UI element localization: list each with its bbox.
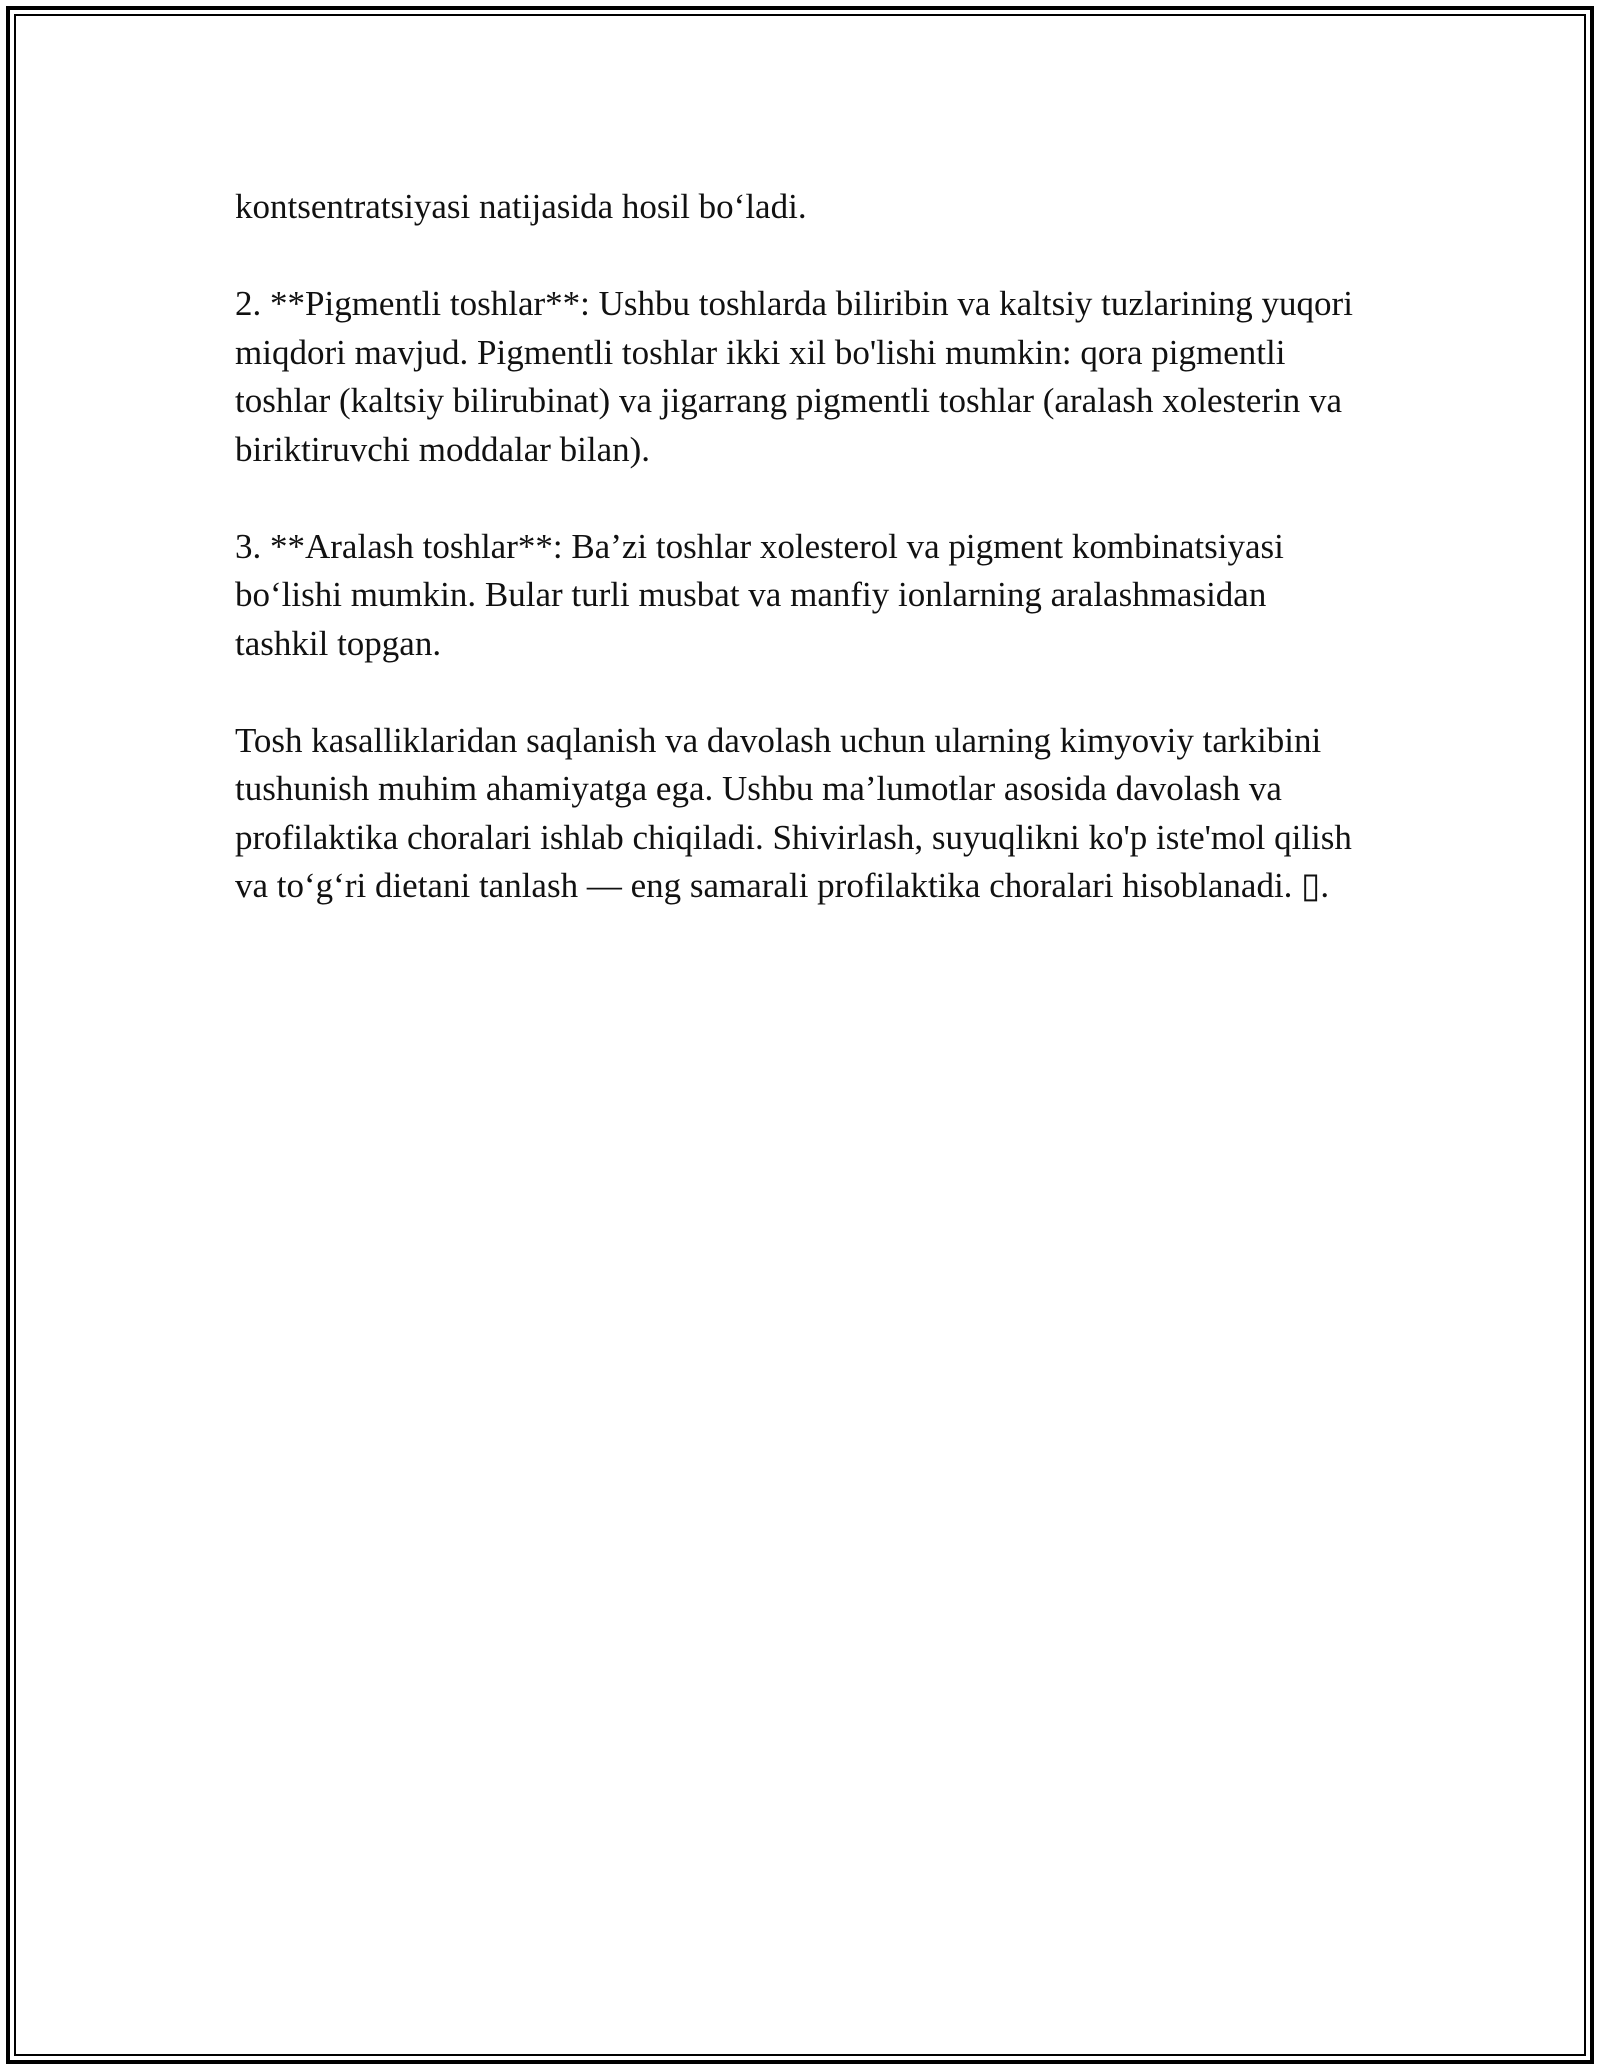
document-body: [235, 183, 1360, 959]
paragraph-pigment-stones: 2. **Pigmentli toshlar**: Ushbu toshlarda biliribin va kaltsiy tuzlarining yuqori miqdori mavjud. Pigmentli toshlar ikki xil bo'lishi mumkin: qora pigmentli toshlar (kaltsiy bilirubinat) va jigarrang pigmentli toshlar (aralash xolesterin va biriktiruvchi moddalar bilan).: [235, 284, 1353, 469]
paragraph-conclusion: Tosh kasalliklaridan saqlanish va davolash uchun ularning kimyoviy tarkibini tushunish muhim ahamiyatga ega. Ushbu ma’lumotlar asosida davolash va profilaktika choralari ishlab chiqiladi. Shivirlash, suyuqlikni ko'p iste'mol qilish va to‘g‘ri dietani tanlash — eng samarali profilaktika choralari hisoblanadi. ▯.: [235, 720, 1352, 905]
paragraph-continuation: kontsentratsiyasi natijasida hosil bo‘ladi.: [235, 187, 807, 226]
paragraph-mixed-stones: 3. **Aralash toshlar**: Ba’zi toshlar xolesterol va pigment kombinatsiyasi bo‘lishi mumkin. Bular turli musbat va manfiy ionlarning aralashmasidan tashkil topgan.: [235, 526, 1284, 663]
